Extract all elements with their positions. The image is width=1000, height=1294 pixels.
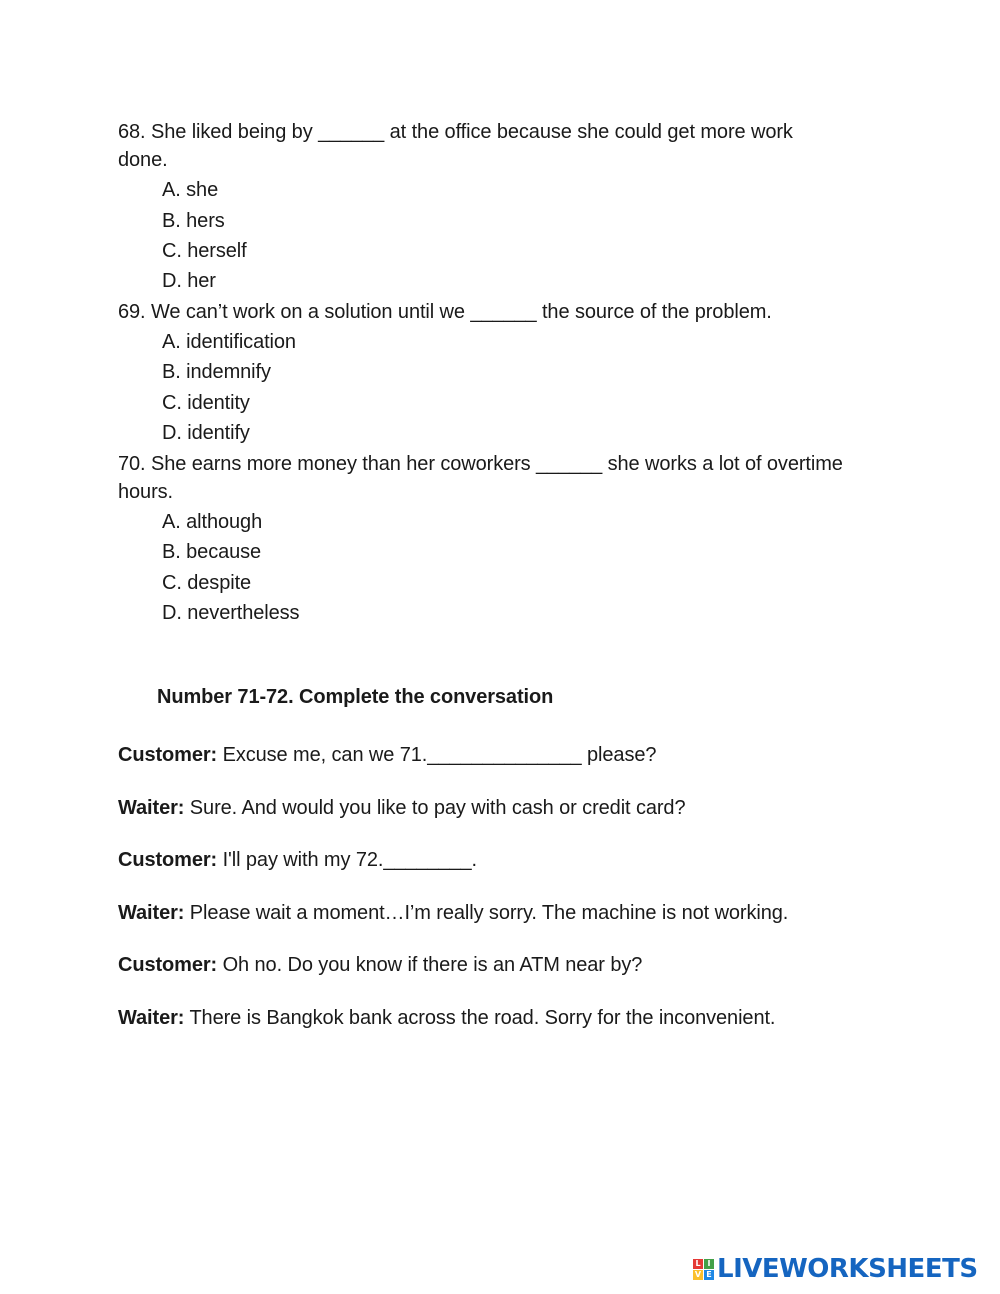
question-70-option-a: A. although — [162, 511, 263, 533]
logo-mark-cell: I — [704, 1259, 714, 1269]
question-69-option-a: A. identification — [162, 331, 296, 353]
conversation-line — [118, 741, 656, 769]
speaker-label: Customer: — [118, 849, 218, 871]
conversation-line — [118, 951, 642, 979]
question-70-stem: 70. She earns more money than her coworkers ______ she works a lot of overtime — [118, 453, 843, 475]
dialogue-text: Please wait a moment…I’m really sorry. The machine is not working. — [184, 902, 789, 924]
logo-mark-cell: V — [694, 1269, 702, 1279]
conversation-line — [118, 794, 685, 822]
speaker-label: Waiter: — [118, 902, 185, 924]
dialogue-text: Oh no. Do you know if there is an ATM near by? — [217, 954, 643, 976]
question-68-stem-cont: done. — [118, 149, 168, 171]
question-68-option-d: D. her — [162, 270, 216, 292]
question-68-option-a: A. she — [162, 179, 219, 201]
logo-mark-cell: E — [704, 1270, 714, 1280]
dialogue-text: There is Bangkok bank across the road. Sorry for the inconvenient. — [184, 1007, 776, 1029]
speaker-label: Waiter: — [118, 797, 185, 819]
question-70-option-b: B. because — [162, 541, 262, 563]
question-69-stem: 69. We can’t work on a solution until we ______ the source of the problem. — [118, 301, 772, 323]
question-69-option-d: D. identify — [162, 422, 250, 444]
question-70-option-c: C. despite — [162, 572, 252, 594]
section-heading: Number 71-72. Complete the conversation — [157, 686, 554, 708]
question-68-stem: 68. She liked being by ______ at the office because she could get more work — [118, 121, 793, 143]
liveworksheets-logo — [693, 1254, 993, 1284]
question-69-option-b: B. indemnify — [162, 361, 271, 383]
logo-mark-icon — [693, 1259, 714, 1280]
question-70-stem-cont: hours. — [118, 481, 173, 503]
question-69-option-c: C. identity — [162, 392, 250, 414]
conversation-line — [118, 846, 477, 874]
question-70-option-d: D. nevertheless — [162, 602, 300, 624]
logo-text: LIVEWORKSHEETS — [717, 1254, 978, 1284]
question-68-option-b: B. hers — [162, 210, 225, 232]
dialogue-text: Excuse me, can we 71.______________ please? — [217, 744, 657, 766]
question-68-option-c: C. herself — [162, 240, 247, 262]
logo-mark-cell: L — [693, 1259, 703, 1269]
speaker-label: Customer: — [118, 744, 218, 766]
conversation-line — [118, 899, 788, 927]
conversation-line — [118, 1004, 775, 1032]
speaker-label: Waiter: — [118, 1007, 185, 1029]
dialogue-text: Sure. And would you like to pay with cash or credit card? — [184, 797, 686, 819]
dialogue-text: I'll pay with my 72.________. — [217, 849, 477, 871]
speaker-label: Customer: — [118, 954, 218, 976]
